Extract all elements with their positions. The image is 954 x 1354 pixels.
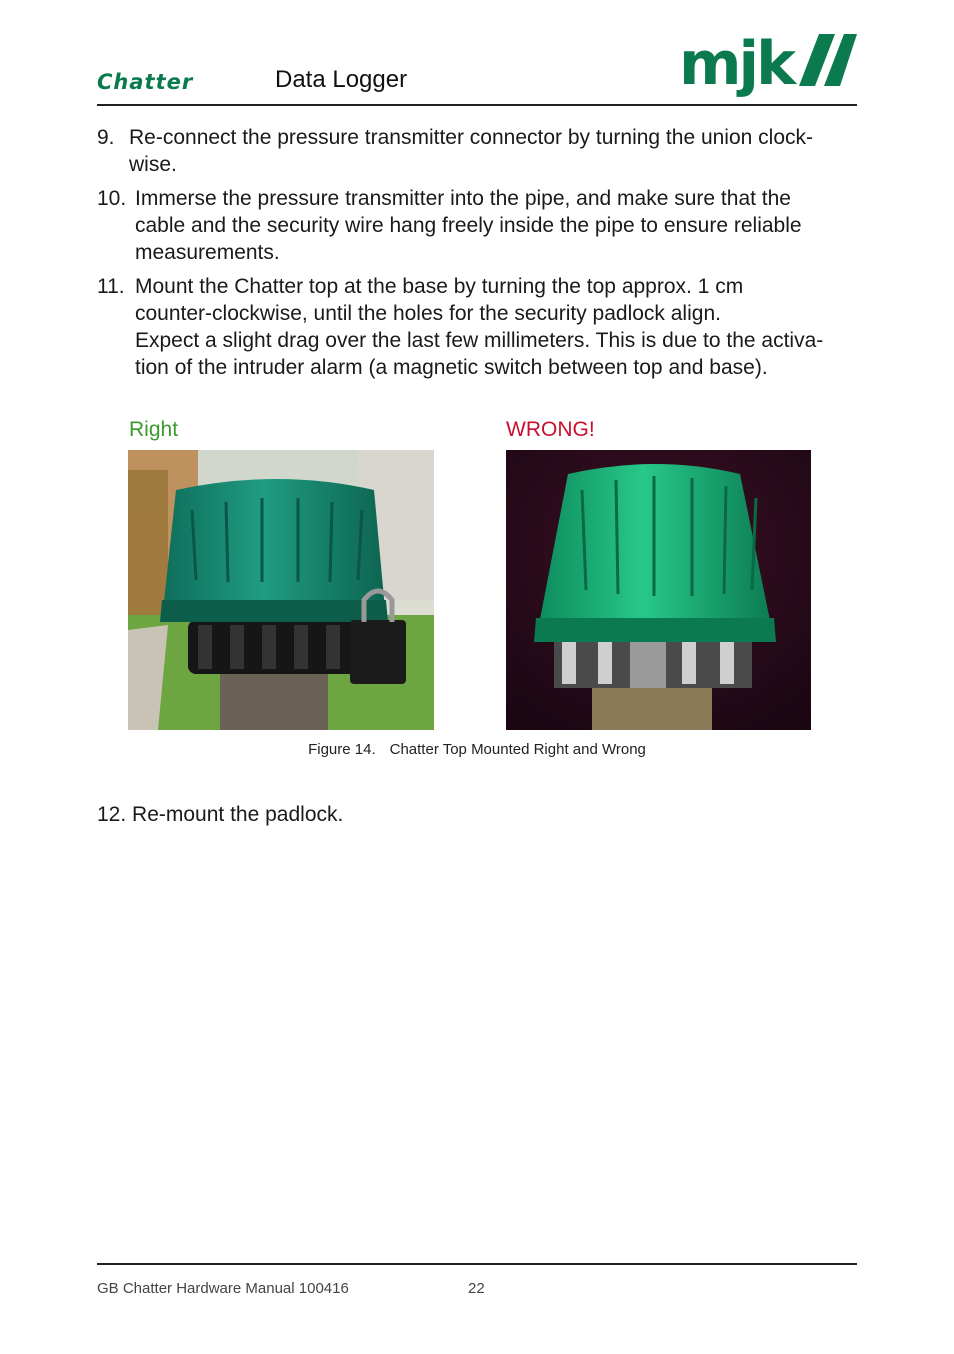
header-divider: [97, 104, 857, 106]
step-line: counter-clockwise, until the holes for the security padlock align.: [135, 302, 721, 325]
step-line: cable and the security wire hang freely inside the pipe to ensure reliable: [135, 214, 802, 237]
page-number: 22: [468, 1280, 485, 1297]
step-line: Immerse the pressure transmitter into the pipe, and make sure that the: [135, 187, 791, 210]
photo-right-illustration: [128, 450, 434, 730]
figure-caption-text: Chatter Top Mounted Right and Wrong: [389, 741, 646, 758]
footer-manual-title: GB Chatter Hardware Manual 100416: [97, 1280, 349, 1297]
step-line: Re-connect the pressure transmitter connector by turning the union clock-: [129, 126, 814, 149]
step-line: Mount the Chatter top at the base by turning the top approx. 1 cm: [135, 275, 744, 298]
step-text: Re-mount the padlock.: [132, 803, 344, 826]
footer-divider: [97, 1263, 857, 1265]
step-10: [97, 185, 862, 266]
step-line: measurements.: [135, 241, 280, 264]
photo-right-mounted: [128, 450, 434, 730]
instruction-steps: [97, 124, 862, 388]
page-header: [97, 30, 857, 106]
step-number: 9.: [97, 126, 115, 149]
step-11: [97, 273, 862, 381]
photo-wrong-mounted: [506, 450, 811, 730]
mjk-logo-text: mjk: [679, 30, 793, 99]
step-9: [97, 124, 862, 178]
step-number: 10.: [97, 187, 127, 210]
step-line: tion of the intruder alarm (a magnetic switch between top and base).: [135, 356, 768, 379]
chatter-brand-logo: Chatter: [97, 70, 194, 94]
mjk-logo: [679, 30, 857, 102]
step-line: wise.: [129, 153, 177, 176]
figure-number: Figure 14.: [308, 741, 376, 758]
step-number: 11.: [97, 275, 125, 298]
step-number: 12.: [97, 803, 127, 826]
document-title: Data Logger: [275, 66, 408, 93]
step-12: [97, 801, 343, 828]
figure-label-wrong: WRONG!: [506, 418, 595, 441]
photo-wrong-illustration: [506, 450, 811, 730]
figure-caption: [0, 741, 954, 758]
step-line: Expect a slight drag over the last few millimeters. This is due to the activa-: [135, 329, 824, 352]
figure-label-right: Right: [129, 418, 179, 441]
